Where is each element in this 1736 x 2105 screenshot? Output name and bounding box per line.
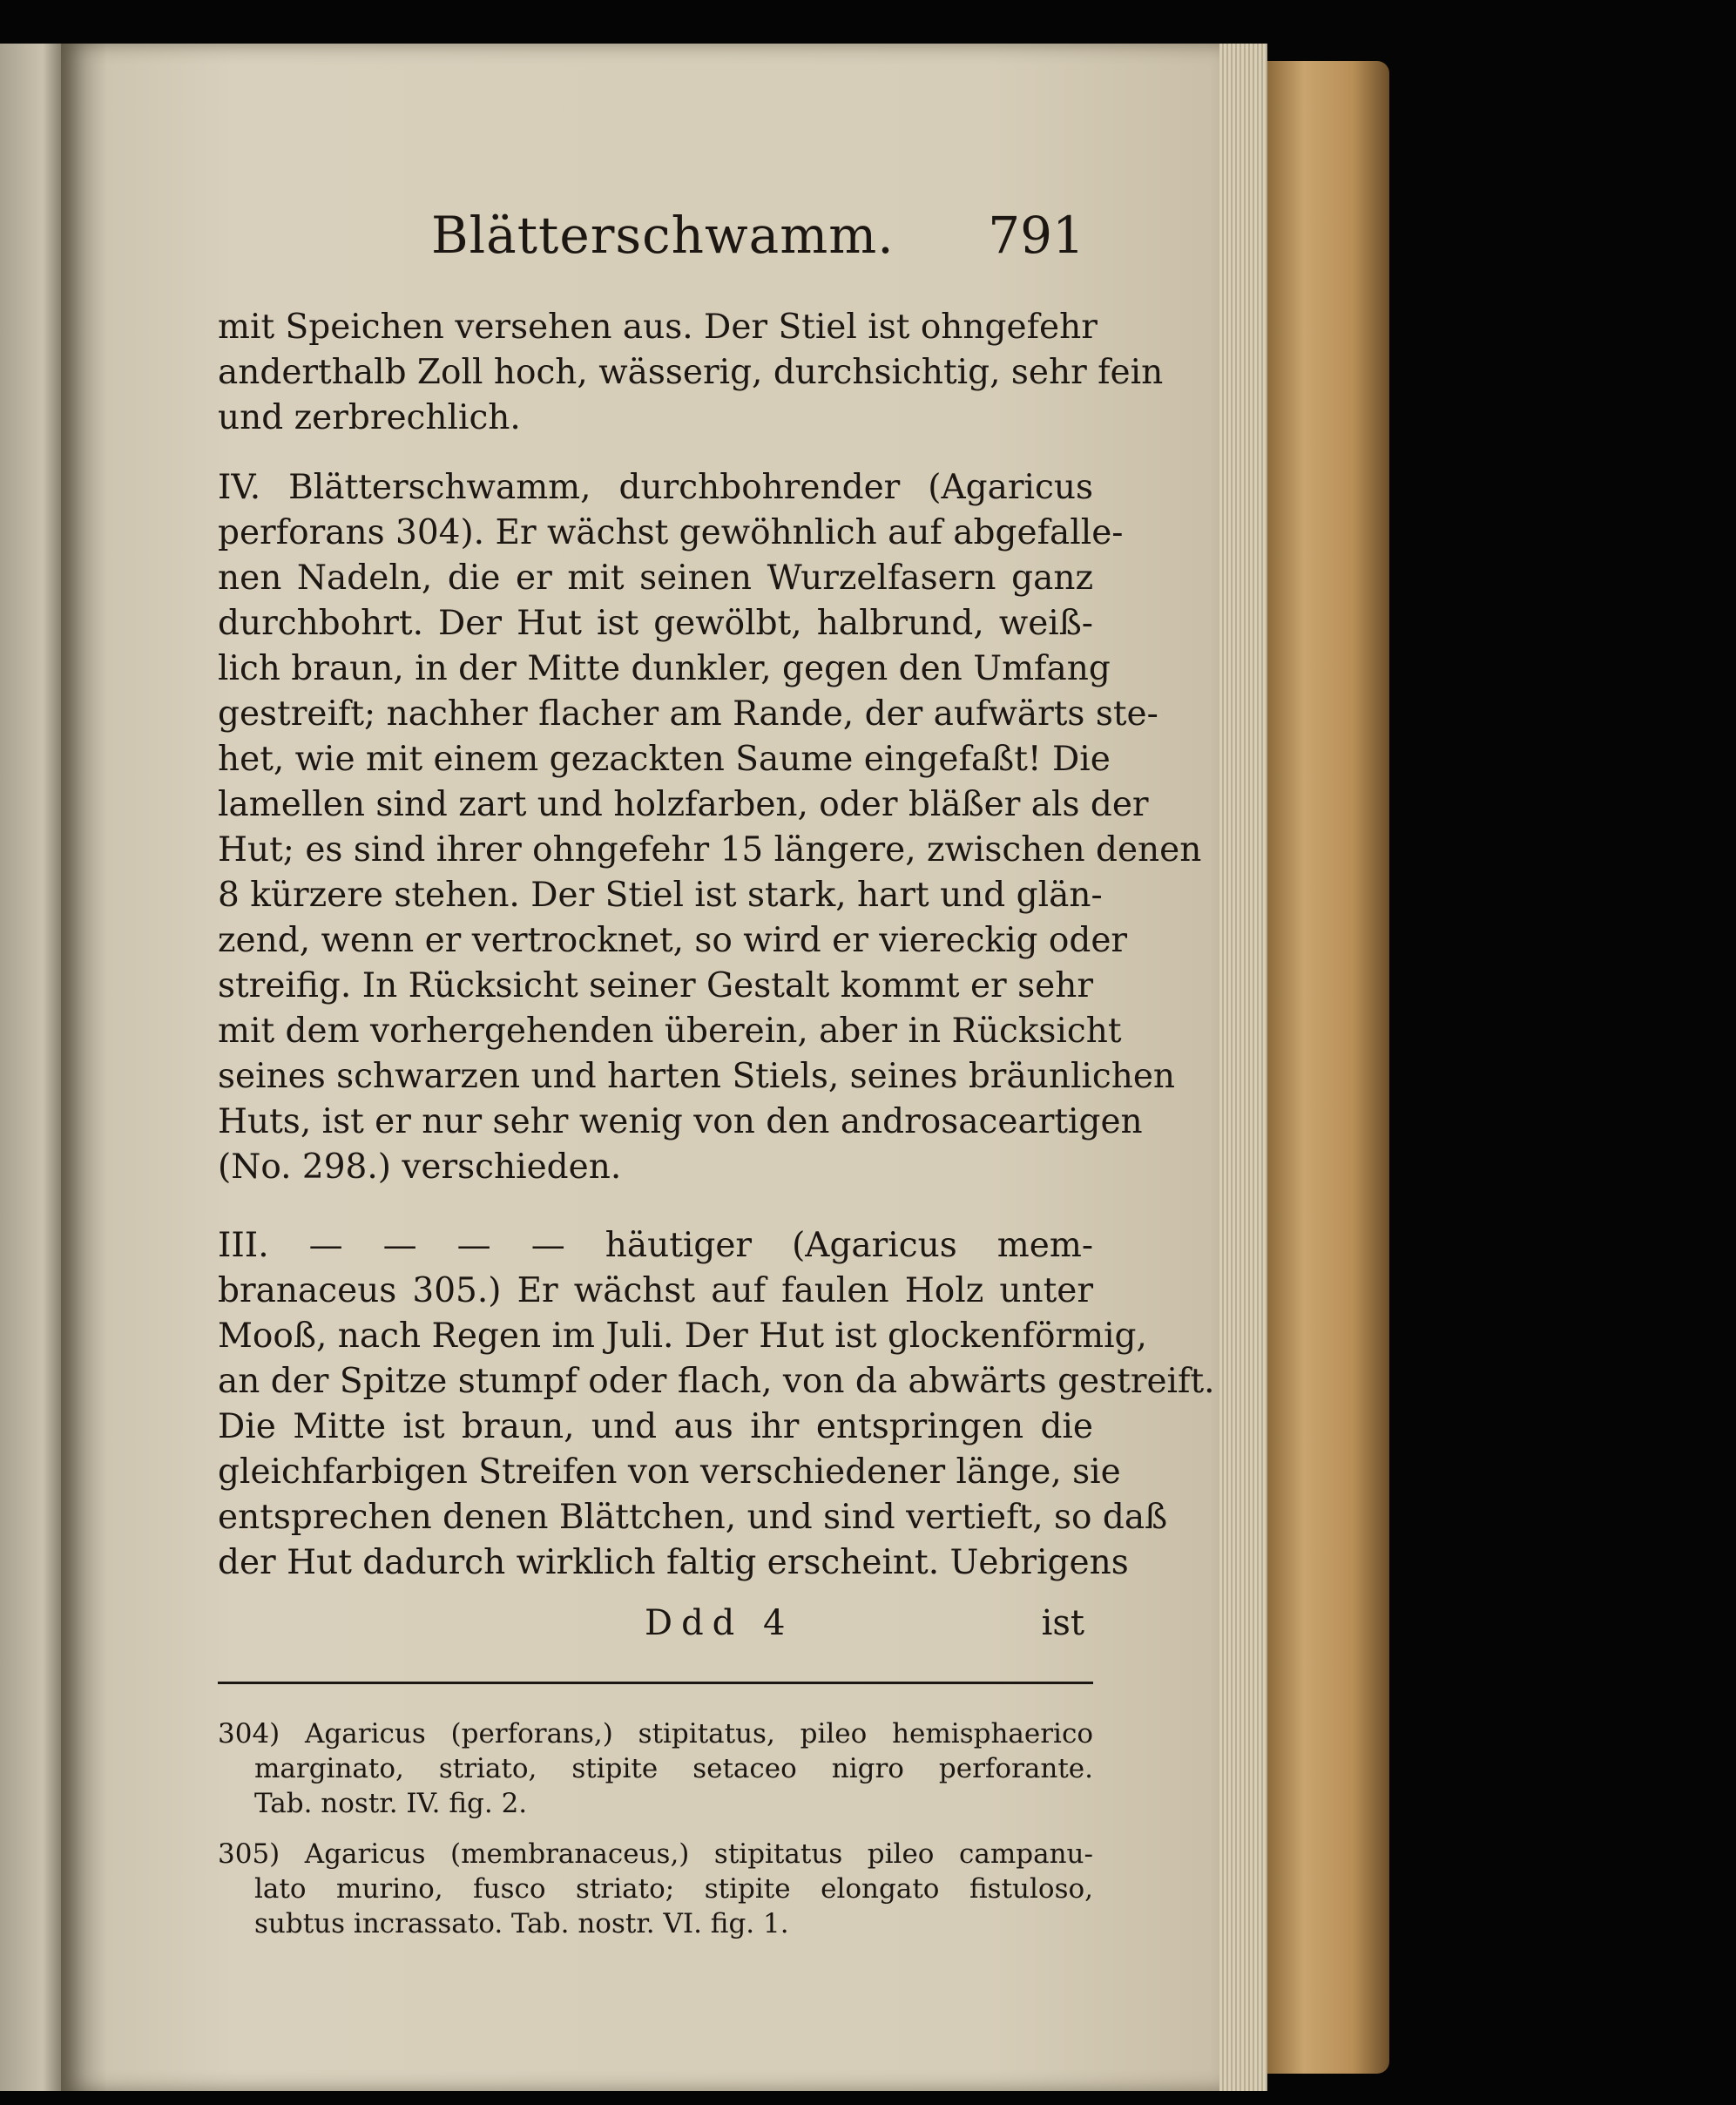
page-number: 791 [988,206,1084,265]
body-line: und zerbrechlich. [218,398,521,437]
footnote-line: 304) Agaricus (perforans,) stipitatus, pileo hemisphaerico [218,1718,1093,1750]
body-line: Huts, ist er nur sehr wenig von den androsaceartigen [218,1102,1143,1141]
footnote-line: marginato, striato, stipite setaceo nigro perforante. [254,1753,1093,1784]
body-line: III. — — — — häutiger (Agaricus mem- [218,1226,1093,1265]
body-line: gleichfarbigen Streifen von verschiedener länge, sie [218,1452,1121,1492]
body-line: 8 kürzere stehen. Der Stiel ist stark, hart und glän- [218,876,1103,915]
body-line: durchbohrt. Der Hut ist gewölbt, halbrund, weiß- [218,604,1093,643]
body-line: entsprechen denen Blättchen, und sind vertieft, so daß [218,1498,1168,1537]
running-head: Blätterschwamm. [431,206,895,265]
signature-line [218,1603,1093,1648]
footnote-line: subtus incrassato. Tab. nostr. VI. fig. 1. [254,1908,789,1939]
body-line: branaceus 305.) Er wächst auf faulen Holz unter [218,1271,1093,1310]
body-line: lamellen sind zart und holzfarben, oder bläßer als der [218,785,1149,824]
body-line: streifig. In Rücksicht seiner Gestalt kommt er sehr [218,966,1093,1005]
footnote-line: 305) Agaricus (membranaceus,) stipitatus pileo campanu- [218,1838,1093,1870]
body-line: gestreift; nachher flacher am Rande, der aufwärts ste- [218,694,1158,734]
body-line: seines schwarzen und harten Stiels, seines bräunlichen [218,1057,1176,1096]
footnote-line: lato murino, fusco striato; stipite elongato fistuloso, [254,1873,1093,1905]
body-line: perforans 304). Er wächst gewöhnlich auf abgefalle- [218,513,1124,552]
body-line: het, wie mit einem gezackten Saume eingefaßt! Die [218,740,1111,779]
body-line: IV. Blätterschwamm, durchbohrender (Agaricus [218,468,1093,507]
body-line: mit dem vorhergehenden überein, aber in Rücksicht [218,1012,1122,1051]
facing-page-edge [0,44,61,2091]
body-line: zend, wenn er vertrocknet, so wird er viereckig oder [218,921,1128,960]
body-line: an der Spitze stumpf oder flach, von da abwärts gestreift. [218,1362,1215,1401]
body-line: Hut; es sind ihrer ohngefehr 15 längere, zwischen denen [218,830,1202,870]
footnote-line: Tab. nostr. IV. fig. 2. [254,1788,528,1819]
body-line: anderthalb Zoll hoch, wässerig, durchsichtig, sehr fein [218,353,1164,392]
signature-mark: Ddd 4 [645,1603,794,1643]
page-header [218,206,1093,275]
footnote-rule [218,1682,1093,1684]
body-line: lich braun, in der Mitte dunkler, gegen den Umfang [218,649,1111,688]
body-line: (No. 298.) verschieden. [218,1147,622,1187]
body-line: mit Speichen versehen aus. Der Stiel ist ohngefehr [218,308,1098,347]
body-line: der Hut dadurch wirklich faltig erscheint. Uebrigens [218,1543,1129,1582]
book-spread [0,44,1394,2091]
body-line: nen Nadeln, die er mit seinen Wurzelfasern ganz [218,558,1093,598]
book-cover [1267,61,1389,2074]
page-edges [1219,44,1267,2091]
page [61,44,1219,2091]
body-line: Die Mitte ist braun, und aus ihr entspringen die [218,1407,1093,1446]
catchword: ist [1041,1603,1084,1643]
body-line: Mooß, nach Regen im Juli. Der Hut ist glockenförmig, [218,1316,1147,1356]
